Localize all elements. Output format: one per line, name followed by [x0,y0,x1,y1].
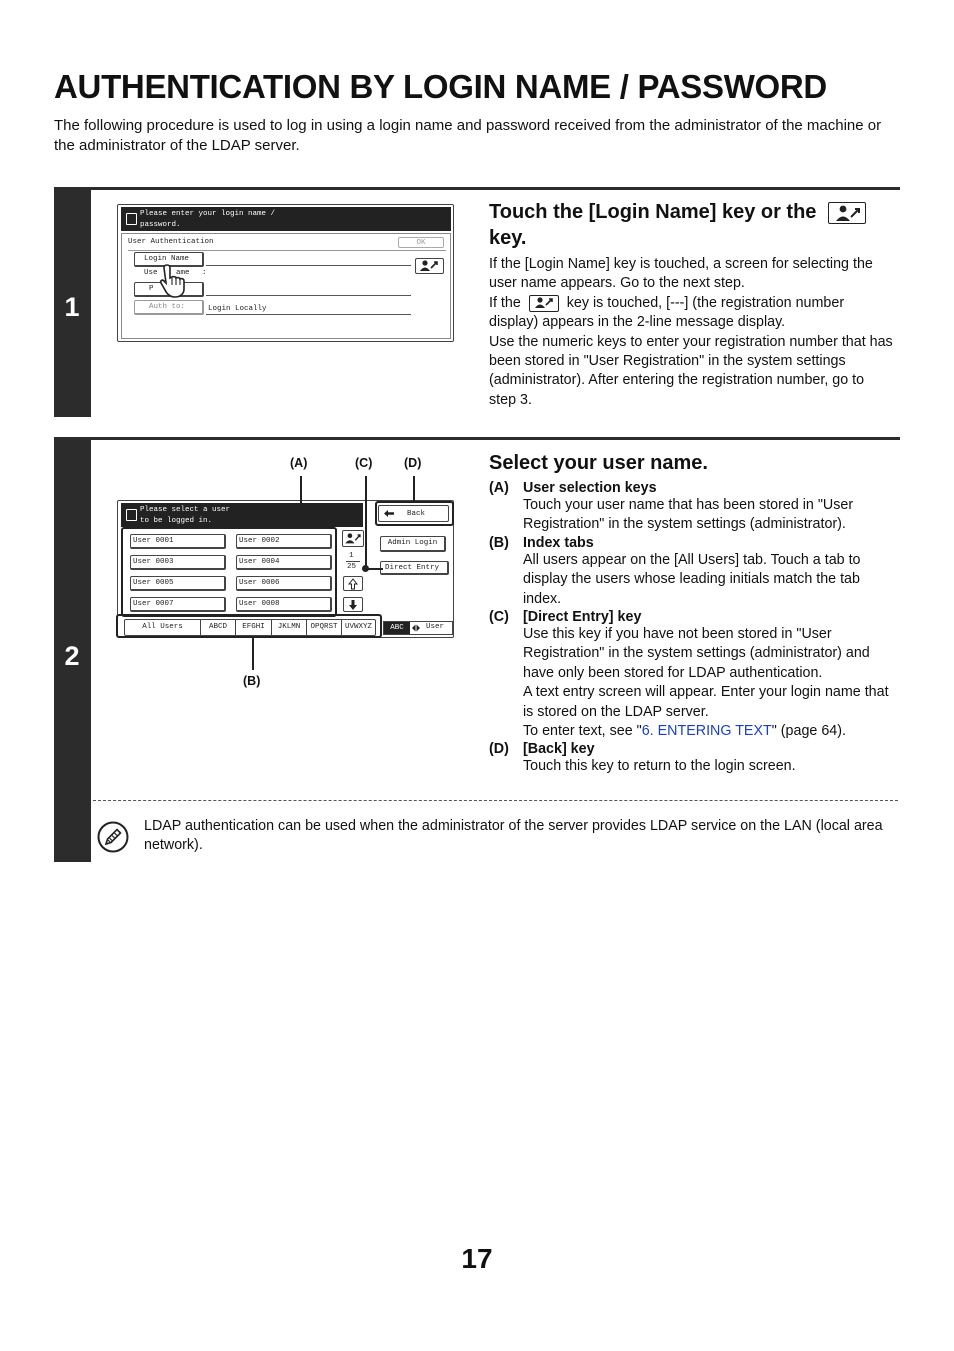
back-key-highlight [375,501,454,526]
item-a-label: User selection keys [523,480,657,496]
message-bar [121,207,451,231]
note-text: LDAP authentication can be used when the administrator of the server provides LDAP service on the LAN (local area network). [144,818,883,854]
auth-to-button[interactable]: Auth to: [134,300,204,315]
user-mode: User [426,623,445,631]
tab-all-users[interactable]: All Users [125,620,201,635]
login-name-underline [206,265,411,266]
tab-abcd[interactable]: ABCD [201,620,236,635]
step2-number: 2 [64,641,80,671]
tab-efghi[interactable]: EFGHI [236,620,272,635]
item-a-tag: (A) [489,480,509,496]
document-icon [126,509,137,521]
callout-b: (B) [243,674,261,688]
document-icon [126,213,137,225]
callout-d: (D) [404,456,422,470]
scroll-up-button[interactable] [343,576,363,591]
scroll-down-button[interactable] [343,597,363,612]
intro-text: The following procedure is used to log in using a login name and password received from the administrator of the machine or the administrator of the LDAP server. [54,117,882,154]
divider [128,250,446,251]
registration-key-inline-icon [529,295,559,312]
arrow-down-icon [348,599,358,611]
pointing-hand-icon [158,263,192,299]
step1-para2 [489,294,894,333]
registration-number-button[interactable] [415,258,444,274]
auth-to-value: Login Locally [208,305,267,313]
user-key-7[interactable]: User 0007 [130,597,226,612]
item-d [489,741,894,776]
user-keys-highlight [121,527,337,617]
leader-a [300,476,302,528]
arrow-up-icon [348,578,358,590]
item-b-text: All users appear on the [All Users] tab. Touch a tab to display the users whose leading initials match the tab index. [523,551,861,607]
note-separator [93,800,898,801]
item-c-text: Use this key if you have not been stored in "User Registration" in the system settings (administrator) and have only been stored for LDAP authentication. [523,626,870,681]
item-b [489,535,894,609]
registration-number-button[interactable] [342,530,364,547]
step1-heading-end: key. [489,227,527,249]
user-key-3[interactable]: User 0003 [130,555,226,570]
leader-b [252,638,254,670]
step1-para2-end: key is touched, [---] (the registration number display) appears in the 2-line message display. [489,294,845,331]
tab-uvwxyz[interactable]: UVWXYZ [344,623,372,631]
leader-c-tail [365,568,383,570]
password-label-left: P [149,285,154,293]
callout-a: (A) [290,456,308,470]
user-key-1[interactable]: User 0001 [130,534,226,549]
user-key-6[interactable]: User 0006 [236,576,332,591]
message-line2: password. [140,221,181,229]
step1-para2-start: If the [489,294,521,311]
login-name-button[interactable]: Login Name [134,252,204,267]
password-underline [206,295,411,296]
item-b-label: Index tabs [523,534,594,551]
user-key-5[interactable]: User 0005 [130,576,226,591]
page-current: 1 [349,552,354,560]
message-line1: Please enter your login name / [140,210,276,218]
item-d-label: [Back] key [523,741,595,758]
item-c-label: [Direct Entry] key [523,609,642,626]
step1-rule [54,187,900,190]
note-pencil-icon [97,821,129,853]
registration-key-icon [828,202,866,224]
message-line2: to be logged in. [140,517,213,525]
callout-c: (C) [355,456,373,470]
person-key-icon [831,204,865,222]
login-screen [117,204,454,342]
page-divider [346,561,360,562]
leader-c [365,476,367,569]
auth-panel [121,233,451,339]
auth-to-underline [206,314,411,315]
item-c-text3 [523,722,894,741]
item-c-text2: A text entry screen will appear. Enter your login name that is stored on the LDAP server. [523,684,889,720]
toggle-arrows-icon [412,624,420,632]
step2-rule [54,437,900,440]
direct-entry-button[interactable]: Direct Entry [380,561,449,575]
message-bar [121,503,363,527]
item-c [489,609,894,741]
user-name-label-right: ame [176,269,190,277]
person-key-icon [343,531,363,545]
step1-number: 1 [64,292,80,322]
user-key-2[interactable]: User 0002 [236,534,332,549]
ok-button[interactable]: OK [398,237,444,248]
step1-text [489,255,894,410]
person-key-icon [531,296,557,309]
name-mode-toggle[interactable] [383,621,453,635]
step2-items [489,480,894,777]
page-number: 17 [461,1243,493,1274]
step1-para3: Use the numeric keys to enter your registration number that has been stored in "User Registration" in the system settings (administrator). After entering the registration number, go to step 3. [489,333,893,408]
item-a [489,480,894,535]
section-label: User Authentication [128,238,214,246]
step1-heading-text: Touch the [Login Name] key or the [489,201,817,223]
step2-heading: Select your user name. [489,452,708,474]
item-b-tag: (B) [489,534,509,551]
item-d-text: Touch this key to return to the login screen. [523,758,796,775]
abc-mode: ABC [384,622,410,634]
item-d-tag: (D) [489,741,509,758]
item-a-text: Touch your user name that has been stored in "User Registration" in the system settings (administrator). [523,497,854,533]
person-key-icon [416,259,442,272]
item-c-ref-start: To enter text, see " [523,723,642,740]
step1-heading [489,199,889,251]
user-key-8[interactable]: User 0008 [236,597,332,612]
step1-para1: If the [Login Name] key is touched, a screen for selecting the user name appears. Go to the next step. [489,256,873,292]
back-label: Back [407,510,426,518]
user-key-4[interactable]: User 0004 [236,555,332,570]
tab-jklmn[interactable]: JKLMN [272,620,307,635]
page-title: AUTHENTICATION BY LOGIN NAME / PASSWORD [54,68,827,105]
admin-login-button[interactable]: Admin Login [380,536,446,552]
entering-text-link[interactable]: 6. ENTERING TEXT [641,723,772,740]
tab-opqrst[interactable]: OPQRST [307,620,342,635]
item-c-ref-end: " (page 64). [771,723,846,740]
user-name-label-left: Use [144,269,158,277]
leader-d [413,476,415,502]
item-c-tag: (C) [489,609,509,626]
index-tabs-highlight [116,614,382,638]
user-name-colon: : [202,269,207,277]
page-total: 25 [347,563,357,571]
message-line1: Please select a user [140,506,231,514]
